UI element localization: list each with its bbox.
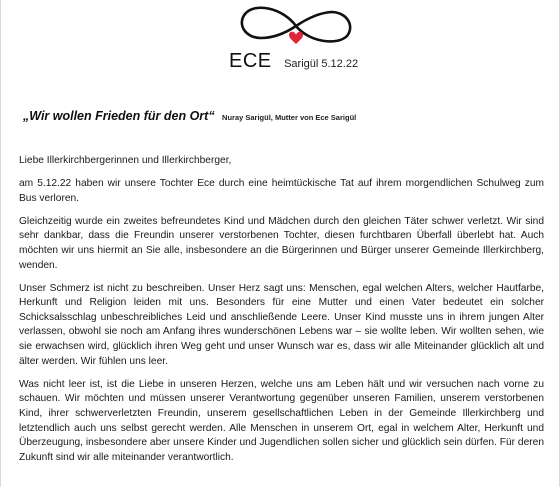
heading-title: „Wir wollen Frieden für den Ort“ (23, 109, 215, 123)
letter-salutation: Liebe Illerkirchbergerinnen und Illerkirchberger, (19, 155, 232, 166)
heading-attribution: Nuray Sarigül, Mutter von Ece Sarigül (222, 113, 357, 122)
logo-subtitle: Sarigül 5.12.22 (284, 58, 359, 70)
infinity-heart-icon (231, 0, 361, 50)
heart-shape (289, 32, 303, 44)
article-heading (23, 107, 356, 125)
letter-body (19, 154, 544, 474)
logo-name: ECE (229, 50, 272, 72)
letter-paragraph-1: am 5.12.22 haben wir unsere Tochter Ece durch eine heimtückische Tat auf ihrem morgendlichen Schulweg zum Bus verloren. (19, 178, 544, 204)
letter-paragraph-3: Unser Schmerz ist nicht zu beschreiben. Unser Herz sagt uns: Menschen, egal welchen Alters, welcher Hautfarbe, Herkunft und Religion leiden mit uns. Besonders für eine Mutter und einen Vater bedeutet ein solcher Schicksalsschlag unbeschreibliches Leid und anschließende Leere. Unser Kind musste uns in ihrem jungen Alter verlassen, obwohl sie noch am Anfang ihres wunderschönen Lebens war – sie wollte leben. Wir wollten sehen, wie sie erwachsen wird, glücklich ihren Weg geht und unser Wunsch war es, dass wir alle Miteinander glücklich alt und älter werden. Wir fühlen uns leer. (19, 282, 544, 367)
infinity-heart-logo (231, 0, 361, 50)
letter-paragraph-2: Gleichzeitig wurde ein zweites befreundetes Kind und Mädchen durch den gleichen Täter schwer verletzt. Wir sind sehr dankbar, dass die Freundin unserer verstorbenen Tochter, diesen furchtbaren Überfall überlebt hat. Auch möchten wir uns hiermit an Sie alle, insbesondere an die Bürgerinnen und Bürger unserer Gemeinde Illerkirchberg, wenden. (19, 215, 544, 271)
letter-paragraph-4: Was nicht leer ist, ist die Liebe in unseren Herzen, welche uns am Leben hält und wir versuchen nach vorne zu schauen. Wir möchten und müssen unserer Verantwortung gegenüber unseren Familien, unserem verstorbenen Kind, ihrer schwerverletzten Freundin, unserem gesellschaftlichen Leben in der Gemeinde Illerkirchberg und letztendlich auch uns selbst gerecht werden. Alle Menschen in unserem Ort, egal in welchem Alter, Herkunft und Überzeugung, insbesondere aber unsere Kinder und Jugendlichen sollen sicher und glücklich sein dürfen. Für deren Zukunft sind wir alle miteinander verantwortlich. (19, 378, 544, 463)
logo-caption (229, 50, 358, 73)
